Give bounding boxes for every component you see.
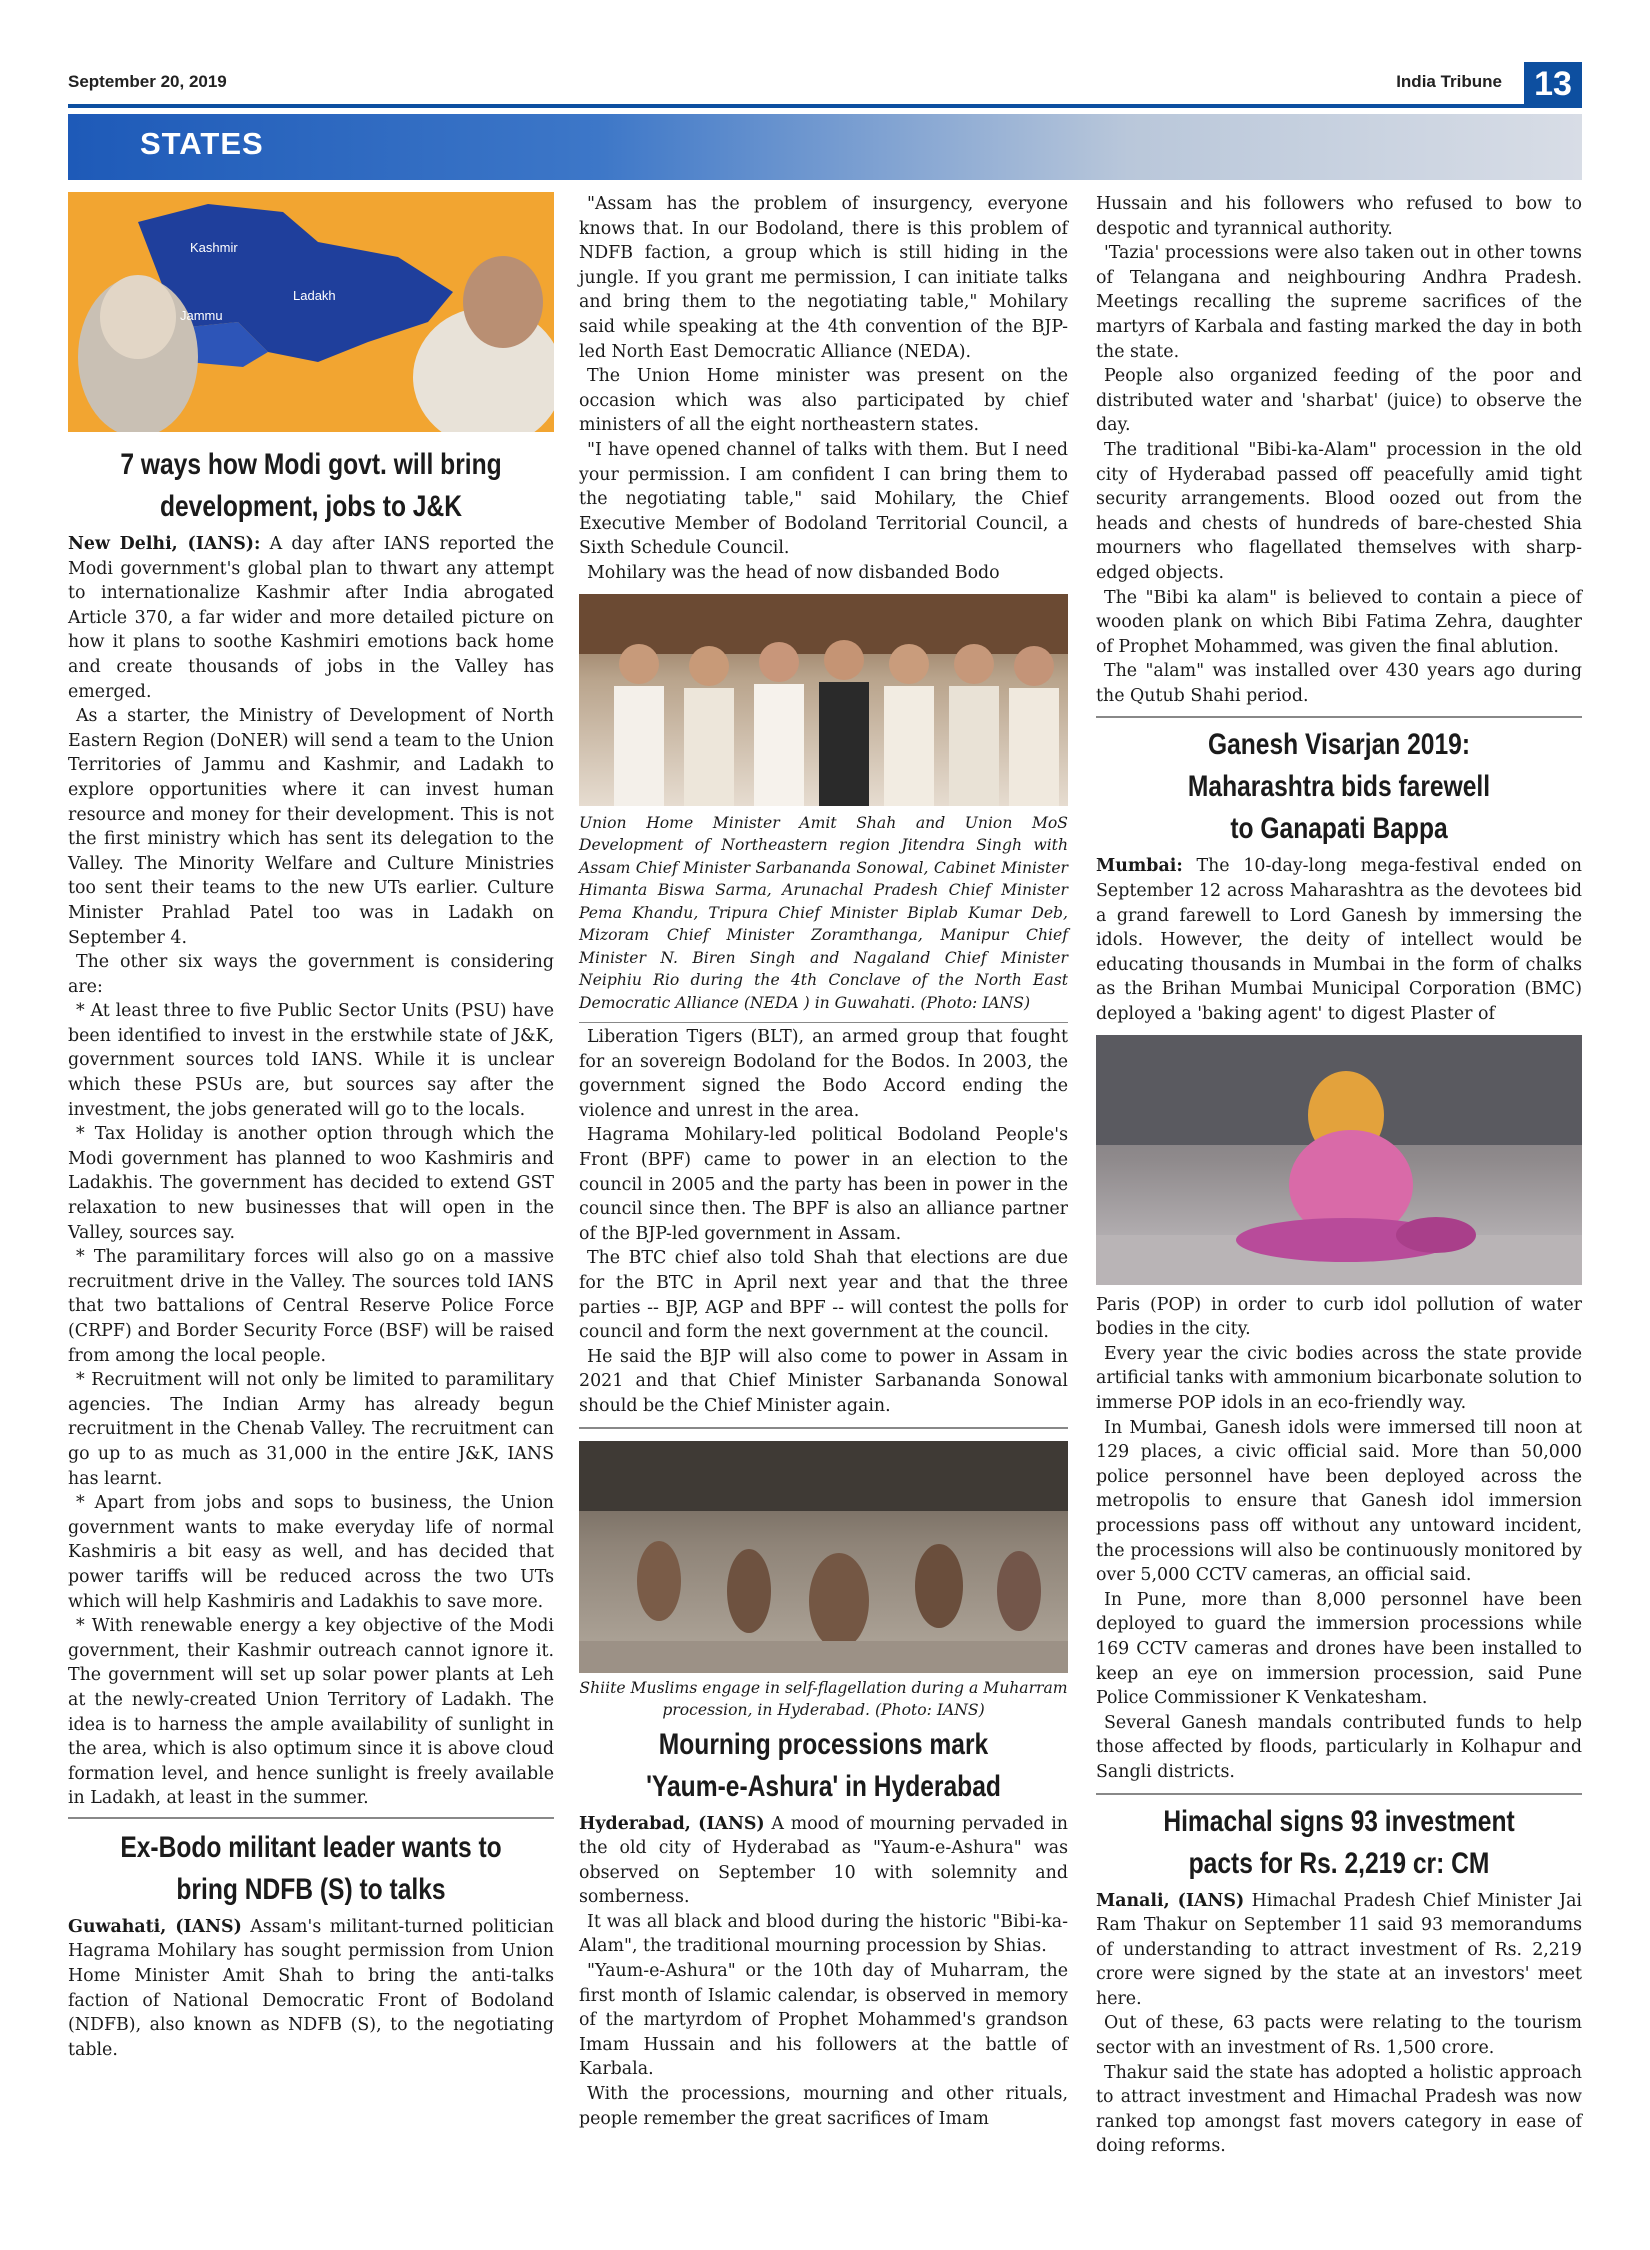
article3-p1: A mood of mourning pervaded in the old city of Hyderabad as "Yaum-e-Ashura" was observed on September 10 with solemnity and somberness. bbox=[579, 1813, 1068, 1908]
article5-p2: Out of these, 63 pacts were relating to the tourism sector with an investment of Rs. 1,500 crore. bbox=[1096, 2013, 1582, 2059]
photo-backdrop bbox=[579, 594, 1068, 654]
article4-p1: The 10-day-long mega-festival ended on September 12 across Maharashtra as the devotees bid a grand farewell to Lord Ganesh by immersing the idols. However, the deity of intellect would be educating thousands in Mumbai in the form of chalks as the Brihan Mumbai Municipal Corporation (BMC) deployed a 'baking agent' to digest Plaster of bbox=[1096, 856, 1582, 1025]
article1-p8: * Apart from jobs and sops to business, the Union government wants to make everyday life of normal Kashmiris a bit easy as well, and has decided that power tariffs will be reduced across the two UTs which will help Kashmiris and Ladakhis to save more. bbox=[68, 1493, 554, 1612]
column-3 bbox=[1096, 192, 1582, 2159]
article1-headline-line2: development, jobs to J&K bbox=[159, 490, 463, 523]
article2-p9: He said the BJP will also come to power in Assam in 2021 and that Chief Minister Sarbananda Sonowal should be the Chief Minister again. bbox=[579, 1346, 1068, 1416]
article2-headline-line2: bring NDFB (S) to talks bbox=[176, 1872, 446, 1906]
group-photo-caption: Union Home Minister Amit Shah and Union MoS Development of Northeastern region Jitendra Singh with Assam Chief Minister Sarbananda Sonowal, Cabinet Minister Himanta Biswa Sarma, Arunachal Pradesh Chief Minister Pema Khandu, Tripura Chief Minister Biplab Kumar Deb, Mizoram Chief Minister Zoramthanga, Manipur Chief Minister N. Biren Singh and Nagaland Chief Minister Neiphiu Rio during the 4th Conclave of the North East Democratic Alliance (NEDA ) in Guwahati. (Photo: IANS) bbox=[579, 813, 1068, 1012]
ganesh-immersion-photo bbox=[1096, 1035, 1582, 1285]
person-body bbox=[819, 682, 869, 806]
person-body bbox=[754, 684, 804, 806]
article1-p2: As a starter, the Ministry of Development of North Eastern Region (DoNER) will send a team to the Union Territories of Jammu and Kashmir, and Ladakh to explore opportunities where it can invest human resource and money for their development. This is not the first ministry which has sent its delegation to the Valley. The Minority Welfare and Culture Ministries too sent their teams to the new UTs earlier. Culture Minister Prahlad Patel too was in Ladakh on September 4. bbox=[68, 706, 554, 948]
mourner bbox=[915, 1544, 963, 1628]
article4-p3: Every year the civic bodies across the state provide artificial tanks with ammonium bicarbonate solution to immerse POP idols in an eco-friendly way. bbox=[1096, 1343, 1582, 1413]
article3-p3: "Yaum-e-Ashura" or the 10th day of Muharram, the first month of Islamic calendar, is observed in memory of the martyrdom of Prophet Mohammed's grandson Imam Hussain and his followers at the battle of Karbala. bbox=[579, 1961, 1068, 2080]
article4-p4: In Mumbai, Ganesh idols were immersed till noon at 129 places, a civic official said. More than 50,000 police personnel have been deployed across the metropolis to ensure that Ganesh idol immersion processions pass off without any untoward incident, the processions will also be continuously monitored by over 5,000 CCTV cameras, an official said. bbox=[1096, 1417, 1582, 1586]
article4-p6: Several Ganesh mandals contributed funds to help those affected by floods, particularly in Kolhapur and Sangli districts. bbox=[1096, 1712, 1582, 1782]
article3-p7: People also organized feeding of the poor and distributed water and 'sharbat' (juice) to observe the day. bbox=[1096, 366, 1582, 436]
article4-p5: In Pune, more than 8,000 personnel have been deployed to guard the immersion processions while 169 CCTV cameras and drones have been installed to keep an eye on immersion procession, said Pune Police Commissioner K Venkatesham. bbox=[1096, 1589, 1582, 1709]
mourner bbox=[809, 1553, 869, 1649]
article1-p9: * With renewable energy a key objective of the Modi government, their Kashmir outreach cannot ignore it. The government will set up solar power plants at Leh at the newly-created Union Territory of Ladakh. The idea is to harness the ample availability of sunlight in the area, which is also optimum since it is above cloud formation level, and hence sunlight is freely available in Ladakh, at least in the summer. bbox=[68, 1616, 554, 1809]
article5-headline-line2: pacts for Rs. 2,219 cr: CM bbox=[1188, 1846, 1490, 1880]
procession-illustration bbox=[579, 1441, 1068, 1673]
person-body bbox=[614, 686, 664, 806]
article2-p2: "Assam has the problem of insurgency, everyone knows that. In our Bodoland, there is this problem of NDFB faction, a group which is still hiding in the jungle. If you grant me permission, I can initiate talks and bring them to the negotiating table," Mohilary said while speaking at the 4th convention of the BJP-led North East Democratic Alliance (NEDA). bbox=[579, 194, 1068, 362]
column-1 bbox=[68, 192, 554, 2062]
article1-p7: * Recruitment will not only be limited to paramilitary agencies. The Indian Army has already begun recruitment in the Chenab Valley. The recruitment can go up to as much as 31,000 in the entire J&K, IANS has learnt. bbox=[68, 1370, 554, 1489]
article-divider bbox=[579, 1427, 1068, 1429]
ganesh-illustration bbox=[1096, 1035, 1582, 1285]
article2-p1: Assam's militant-turned politician Hagrama Mohilary has sought permission from Union Home Minister Amit Shah to bring the anti-talks faction of National Democratic Front of Bodoland (NDFB), also known as NDFB (S), to the negotiating table. bbox=[68, 1916, 554, 2060]
article4-para bbox=[1096, 854, 1582, 1026]
article1-p6: * The paramilitary forces will also go on a massive recruitment drive in the Valley. The sources told IANS that two battalions of Central Reserve Police Force (CRPF) and Border Security Force (BSF) will be raised from among the local people. bbox=[68, 1247, 554, 1366]
group-photo-illustration bbox=[579, 594, 1068, 806]
person-head bbox=[1014, 646, 1054, 686]
article3-p5: Hussain and his followers who refused to bow to despotic and tyrannical authority. bbox=[1096, 194, 1582, 239]
mourner bbox=[727, 1549, 771, 1633]
article2-p5: Mohilary was the head of now disbanded Bodo bbox=[587, 562, 1000, 583]
article2-dateline: Guwahati, (IANS) bbox=[68, 1916, 242, 1937]
person-body bbox=[949, 686, 999, 806]
issue-date: September 20, 2019 bbox=[68, 72, 227, 91]
mourner bbox=[637, 1541, 681, 1621]
article4-p2: Paris (POP) in order to curb idol pollution of water bodies in the city. bbox=[1096, 1294, 1582, 1340]
map-label-kashmir: Kashmir bbox=[190, 240, 238, 255]
article5-dateline: Manali, (IANS) bbox=[1096, 1890, 1245, 1911]
article3-p2: It was all black and blood during the historic "Bibi-ka-Alam", the traditional mourning procession by Shias. bbox=[579, 1911, 1068, 1957]
section-title: STATES bbox=[140, 126, 264, 161]
article3-p6: 'Tazia' processions were also taken out in other towns of Telangana and neighbouring Andhra Pradesh. Meetings recalling the supreme sacrifices of the martyrs of Karbala and fasting marked the day in both the state. bbox=[1096, 243, 1582, 362]
article3-para bbox=[579, 1812, 1068, 1910]
wet-pavement bbox=[579, 1641, 1068, 1673]
article1-p4: * At least three to five Public Sector Units (PSU) have been identified to invest in the erstwhile state of J&K, government sources told IANS. While it is unclear which these PSUs are, but sources say after the investment, the jobs generated will go to the locals. bbox=[68, 1001, 554, 1120]
idol-base-side bbox=[1396, 1217, 1476, 1253]
article1-headline-line1: 7 ways how Modi govt. will bring bbox=[120, 448, 502, 481]
person-right-face bbox=[463, 256, 543, 348]
article2-p3: The Union Home minister was present on the occasion which was also participated by chief ministers of all the eight northeastern states. bbox=[579, 366, 1068, 436]
article1-dateline: New Delhi, (IANS): bbox=[68, 534, 261, 554]
header-rule bbox=[68, 104, 1582, 108]
section-banner bbox=[68, 114, 1582, 180]
kashmir-map-photo bbox=[68, 192, 554, 432]
column-2 bbox=[579, 192, 1068, 2131]
article4-headline-line3: to Ganapati Bappa bbox=[1230, 812, 1448, 846]
article3-p4: With the processions, mourning and other rituals, people remember the great sacrifices of Imam bbox=[579, 2084, 1068, 2129]
person-left-face bbox=[100, 275, 176, 359]
person-head bbox=[759, 642, 799, 682]
article-divider bbox=[1096, 716, 1582, 718]
article3-p9: The "Bibi ka alam" is believed to contain a piece of wooden plank on which Bibi Fatima Zehra, daughter of Prophet Mohammed, was given the final ablution. bbox=[1096, 587, 1582, 657]
publication-name: India Tribune bbox=[1396, 72, 1502, 91]
person-head bbox=[889, 644, 929, 684]
person-head bbox=[689, 646, 729, 686]
article3-p8: The traditional "Bibi-ka-Alam" procession in the old city of Hyderabad passed off peacefully amid tight security arrangements. Blood oozed out from the heads and chests of hundreds of bare-chested Shia mourners who flagellated themselves with sharp-edged objects. bbox=[1096, 439, 1582, 583]
article1-p1: A day after IANS reported the Modi government's global plan to thwart any attempt to internationalize Kashmir after India abrogated Article 370, a far wider and more detailed picture on how it plans to soothe Kashmiri emotions back home and create thousands of jobs in the Valley has emerged. bbox=[68, 534, 554, 702]
article5-para bbox=[1096, 1889, 1582, 2012]
article2-p6: Liberation Tigers (BLT), an armed group that fought for an sovereign Bodoland for the Bodos. In 2003, the government signed the Bodo Accord ending the violence and unrest in the area. bbox=[579, 1027, 1068, 1121]
article5-headline-line1: Himachal signs 93 investment bbox=[1163, 1804, 1515, 1838]
article2-p4: "I have opened channel of talks with them. But I need your permission. I am confident I can bring them to the negotiating table," said Mohilary, the Chief Executive Member of Bodoland Territorial Council, a Sixth Schedule Council. bbox=[579, 439, 1068, 559]
article4-dateline: Mumbai: bbox=[1096, 856, 1183, 877]
person-body bbox=[884, 686, 934, 806]
article2-p7: Hagrama Mohilary-led political Bodoland People's Front (BPF) came to power in an election to the council in 2005 and the party has been in power in the council since then. The BPF is also an alliance partner of the BJP-led government in Assam. bbox=[579, 1125, 1068, 1244]
article3-headline-line2: 'Yaum-e-Ashura' in Hyderabad bbox=[646, 1769, 1001, 1803]
person-body bbox=[684, 688, 734, 806]
article1-p3: The other six ways the government is considering are: bbox=[68, 952, 554, 997]
map-label-jammu: Jammu bbox=[180, 308, 223, 323]
article1-para bbox=[68, 532, 554, 704]
article-divider bbox=[1096, 1793, 1582, 1795]
neda-group-photo bbox=[579, 594, 1068, 806]
person-head bbox=[954, 644, 994, 684]
muharram-photo bbox=[579, 1441, 1068, 1673]
article1-p5: * Tax Holiday is another option through which the Modi government has planned to woo Kashmiris and Ladakhis. The government has decided to extend GST relaxation to new businesses that will open in the Valley, sources say. bbox=[68, 1124, 554, 1243]
person-head bbox=[619, 644, 659, 684]
article-divider bbox=[68, 1817, 554, 1819]
article5-p3: Thakur said the state has adopted a holistic approach to attract investment and Himachal Pradesh was now ranked top amongst fast movers category in ease of doing reforms. bbox=[1096, 2062, 1582, 2157]
person-head bbox=[824, 640, 864, 680]
article3-dateline: Hyderabad, (IANS) bbox=[579, 1813, 765, 1834]
muharram-photo-caption: Shiite Muslims engage in self-flagellation during a Muharram procession, in Hyderabad. (Photo: IANS) bbox=[579, 1678, 1068, 1719]
article4-headline-line1: Ganesh Visarjan 2019: bbox=[1207, 728, 1471, 762]
article2-para bbox=[68, 1915, 554, 2063]
article4-headline-line2: Maharashtra bids farewell bbox=[1187, 770, 1491, 804]
article2-headline-line1: Ex-Bodo militant leader wants to bbox=[120, 1830, 502, 1864]
article3-headline-line1: Mourning processions mark bbox=[658, 1727, 989, 1761]
article2-p8: The BTC chief also told Shah that elections are due for the BTC in April next year and that the three parties -- BJP, AGP and BPF -- will contest the polls for council and form the next government at the council. bbox=[579, 1248, 1068, 1343]
mourner bbox=[997, 1551, 1041, 1631]
map-illustration bbox=[68, 192, 554, 432]
person-body bbox=[1009, 688, 1059, 806]
map-label-ladakh: Ladakh bbox=[293, 288, 336, 303]
caption-divider bbox=[579, 1022, 1068, 1023]
article3-p10: The "alam" was installed over 430 years ago during the Qutub Shahi period. bbox=[1096, 661, 1582, 706]
photo-crowd-band bbox=[579, 1441, 1068, 1511]
page-number: 13 bbox=[1524, 62, 1582, 106]
article5-p1: Himachal Pradesh Chief Minister Jai Ram Thakur on September 11 said 93 memorandums of understanding to attract investment of Rs. 2,219 crore were signed by the state at an investors' meet here. bbox=[1096, 1890, 1582, 2009]
